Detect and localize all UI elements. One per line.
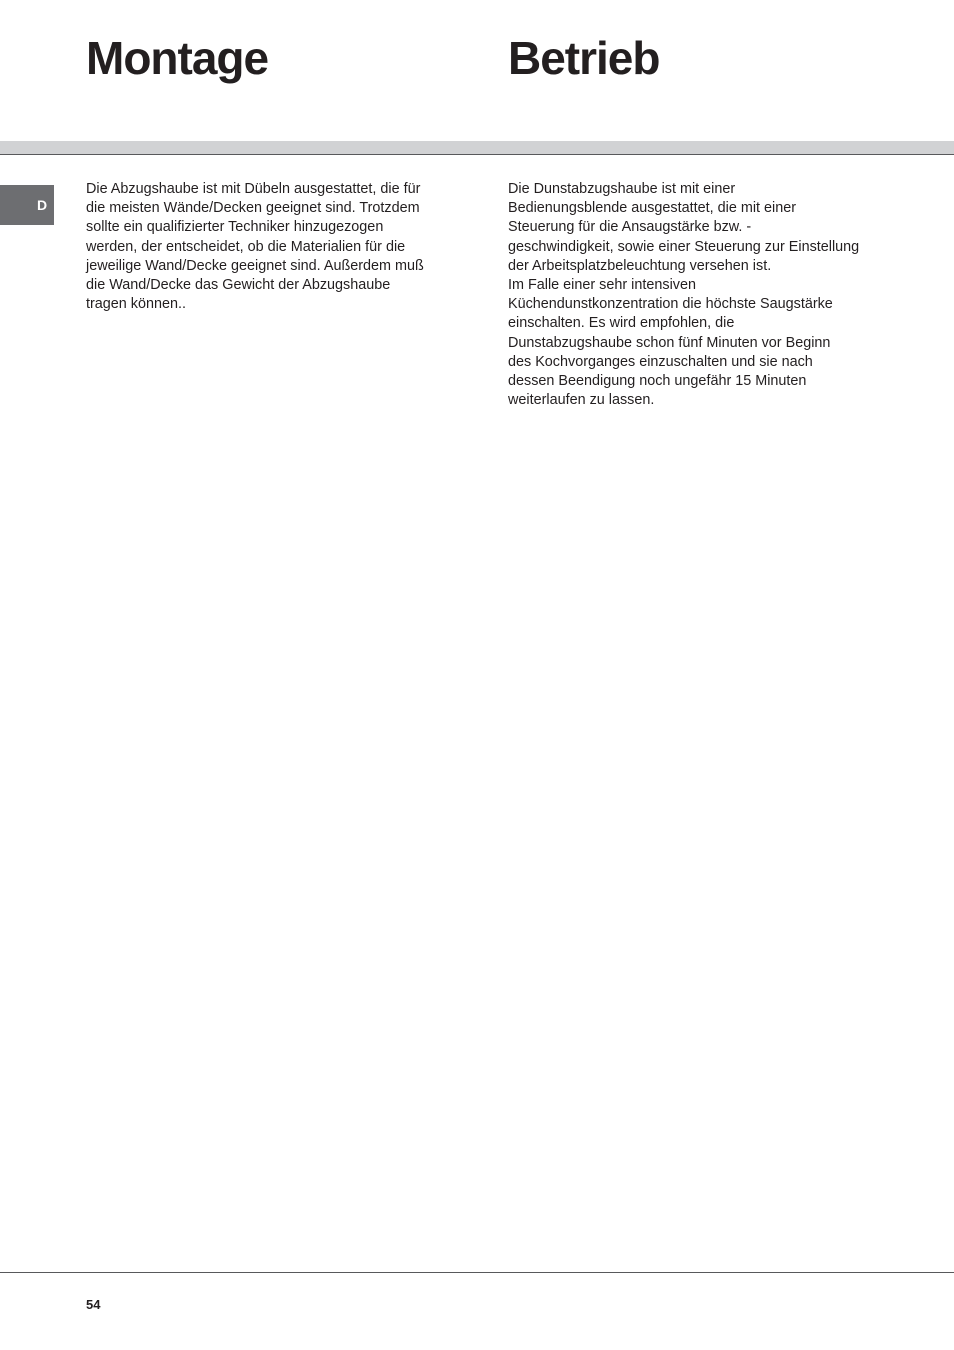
heading-betrieb: Betrieb	[508, 32, 660, 84]
header-divider	[0, 154, 954, 155]
text-line: Die Abzugshaube ist mit Dübeln ausgestattet, die für	[86, 181, 421, 197]
text-line: des Kochvorganges einzuschalten und sie nach	[508, 353, 813, 370]
text-line: einschalten. Es wird empfohlen, die	[508, 315, 735, 332]
text-line: weiterlaufen zu lassen.	[508, 392, 655, 409]
text-line: Bedienungsblende ausgestattet, die mit einer	[508, 200, 797, 217]
page-number: 54	[86, 1297, 101, 1312]
footer-divider	[0, 1272, 954, 1273]
text-line: Im Falle einer sehr intensiven	[508, 277, 696, 294]
header-band	[0, 141, 954, 154]
text-line: Dunstabzugshaube schon fünf Minuten vor Beginn	[508, 334, 831, 351]
text-line: die meisten Wände/Decken geeignet sind. Trotzdem	[86, 200, 420, 217]
betrieb-text-column	[508, 180, 908, 410]
text-line: der Arbeitsplatzbeleuchtung versehen ist.	[508, 257, 772, 274]
text-line: jeweilige Wand/Decke geeignet sind. Außerdem muß	[86, 257, 424, 274]
text-line: Küchendunstkonzentration die höchste Saugstärke	[508, 296, 833, 313]
text-line: Die Dunstabzugshaube ist mit einer	[508, 181, 736, 197]
montage-text-column	[86, 180, 466, 314]
text-line: tragen können..	[86, 296, 187, 313]
text-line: Steuerung für die Ansaugstärke bzw. -	[508, 219, 752, 236]
text-line: die Wand/Decke das Gewicht der Abzugshaube	[86, 277, 391, 294]
language-tab: D	[0, 185, 54, 225]
text-line: geschwindigkeit, sowie einer Steuerung zur Einstellung	[508, 238, 860, 255]
heading-montage: Montage	[86, 32, 269, 84]
text-line: dessen Beendigung noch ungefähr 15 Minuten	[508, 373, 807, 390]
text-line: werden, der entscheidet, ob die Materialien für die	[86, 238, 406, 255]
text-line: sollte ein qualifizierter Techniker hinzugezogen	[86, 219, 384, 236]
